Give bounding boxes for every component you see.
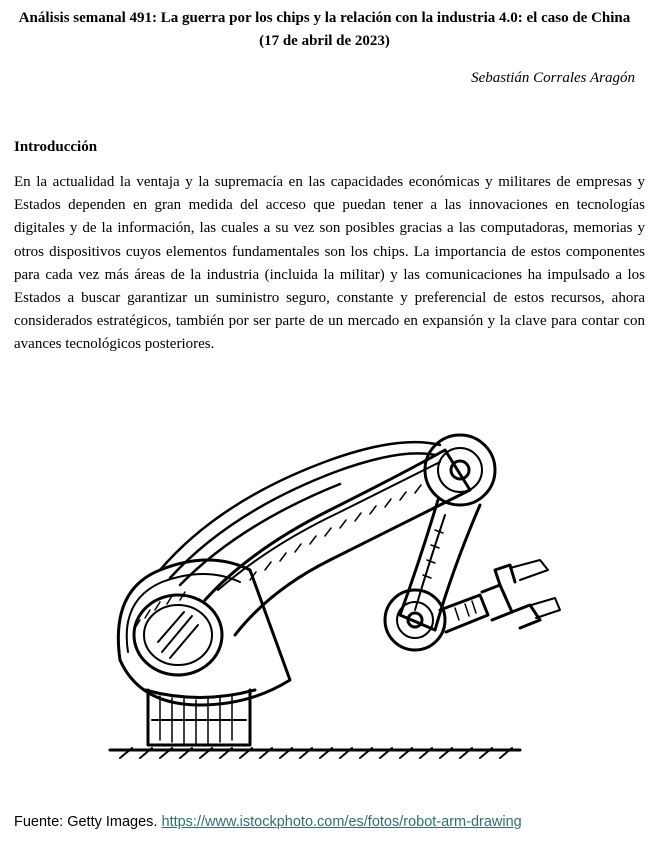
ground-hatching — [110, 748, 520, 758]
author-name: Sebastián Corrales Aragón — [471, 70, 635, 86]
arm-cables — [160, 442, 440, 585]
intro-paragraph: En la actualidad la ventaja y la supremacía en las capacidades económicas y militares de empresas y Estados dependen en gran medida del acceso que puedan tener a las innovaciones en tecnologías digitales y de la información, las cuales a su vez son posibles gracias a las computadoras, memorias y otros dispositivos cuyos elementos fundamentales son los chips. La importancia de estos componentes para cada vez más áreas de la industria (incluida la militar) y las comunicaciones ha impulsado a los Estados a buscar garantizar un suministro seguro, constante y preferencial de estos recursos, ahora considerados estratégicos, también por ser parte de un mercado en expansión y la clave para contar con avances tecnológicos posteriores. — [14, 174, 645, 353]
document-title: Análisis semanal 491: La guerra por los chips y la relación con la industria 4.0: el caso de China (17 de abril de 2023) — [18, 10, 631, 49]
shoulder-joint — [134, 595, 222, 675]
source-label: Fuente: Getty Images. — [14, 814, 158, 830]
section-heading: Introducción — [14, 139, 98, 155]
upper-arm — [205, 450, 470, 635]
image-source — [14, 814, 522, 830]
gripper — [440, 560, 560, 632]
source-link[interactable]: https://www.istockphoto.com/es/fotos/robot-arm-drawing — [161, 814, 522, 830]
robot-arm-illustration — [100, 420, 570, 770]
